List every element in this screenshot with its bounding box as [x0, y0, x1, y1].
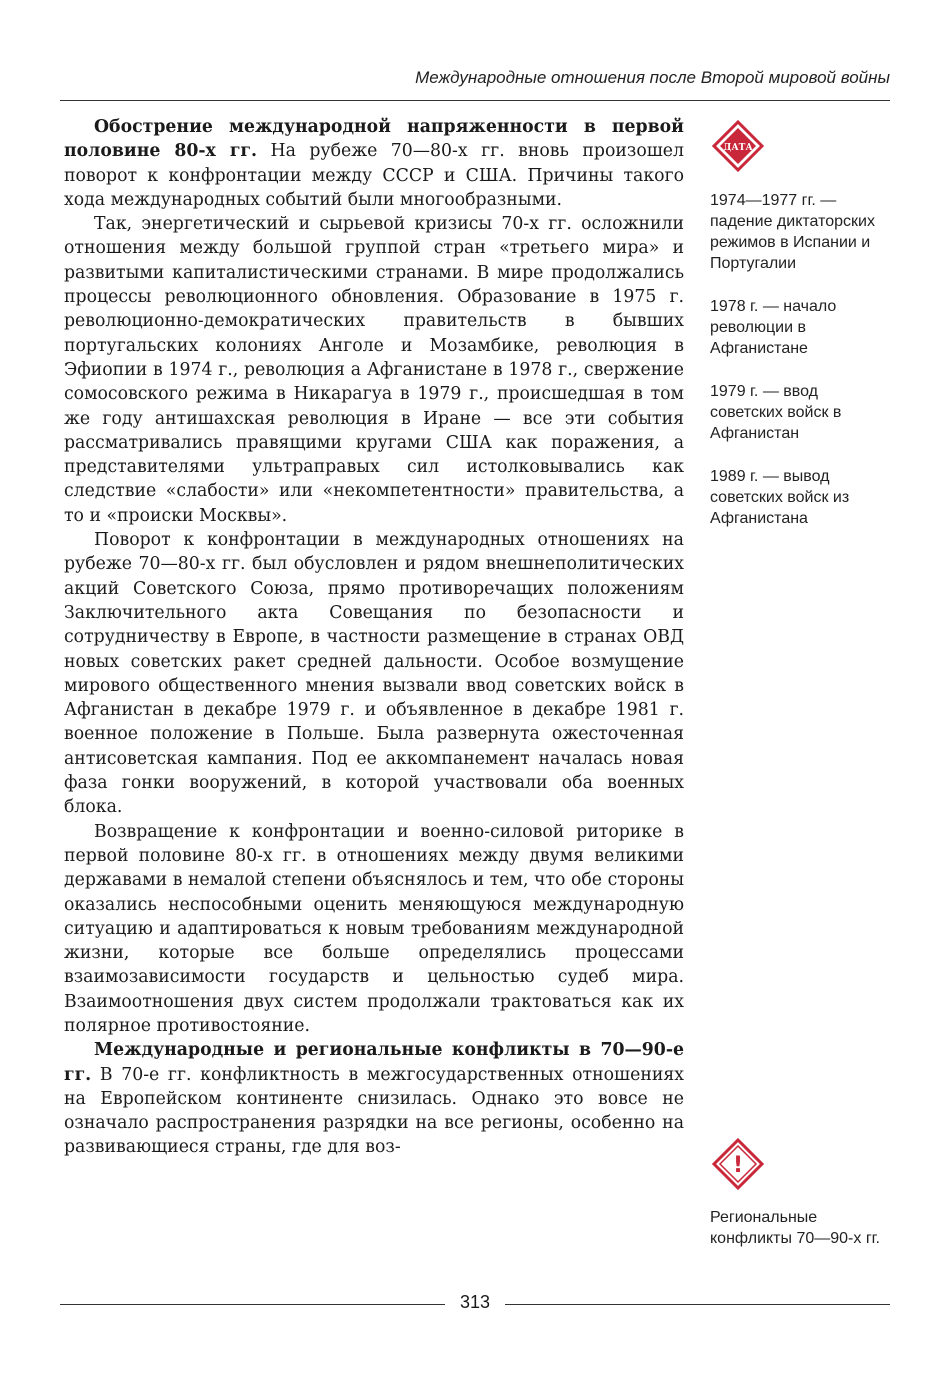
main-text	[64, 115, 684, 1160]
footer-rule-right	[505, 1304, 890, 1305]
date-note: 1978 г. — начало революции в Афганистане	[710, 298, 837, 357]
date-note: 1974—1977 гг. — падение диктаторских режимов в Испании и Португалии	[710, 192, 875, 272]
paragraph: Возвращение к конфронтации и военно-силовой риторике в первой половине 80-х гг. в отношениях между двумя великими державами в немалой степени объяснялось и тем, что обе стороны оказались неспособными оценить меняющуюся международную ситуацию и адаптироваться к новым требованиям международной жизни, которые все больше определялись процессами взаимозависимости государств и цельностью судеб мира. Взаимоотношения двух систем продолжали трактоваться как их полярное противостояние.	[64, 821, 684, 1036]
date-note: 1979 г. — ввод советских войск в Афганистан	[710, 383, 842, 442]
paragraph: Так, энергетический и сырьевой кризисы 70-х гг. осложнили отношения между большой группой стран «третьего мира» и развитыми капиталистическими странами. В мире продолжались процессы революционного обновления. Образование в 1975 г. революционно-демократических правительств в бывших португальских колониях Анголе и Мозамбике, революция в Эфиопии в 1974 г., революция а Афганистане в 1978 г., свержение сомосовского режима в Никарагуа в 1979 г., происшедшая в том же году антишахская революция в Иране — все эти события рассматривались правящими кругами США как поражения, а представителями ультраправых сил истолковывались как следствие «слабости» или «некомпетентности» правительства, а то и «происки Москвы».	[64, 214, 684, 526]
side-note	[710, 1207, 890, 1271]
page-number: 313	[459, 1292, 491, 1312]
side-note-text: Региональные конфликты 70—90-х гг.	[710, 1209, 880, 1247]
paragraph: Международные и региональные конфликты в 70—90-е гг. В 70-е гг. конфликтность в межгосударственных отношениях на Европейском континенте снизилась. Однако это вовсе не означало распространения разрядки на все регионы, особенно на развивающиеся страны, где для воз-	[64, 1040, 684, 1158]
date-marker-icon	[712, 120, 764, 172]
exclamation-marker-icon	[712, 1138, 764, 1190]
date-note: 1989 г. — вывод советских войск из Афганистана	[710, 468, 850, 527]
page-footer	[60, 1290, 890, 1318]
paragraph: Поворот к конфронтации в международных отношениях на рубеже 70—80-х гг. был обусловлен и рядом внешнеполитических акций Советского Союза, прямо противоречащих положениям Заключительного акта Совещания по безопасности и сотрудничеству в Европе, в частности размещение в странах ОВД новых советских ракет средней дальности. Особое возмущение мирового общественного мнения вызвали ввод советских войск в Афганистан в декабре 1979 г. и объявленное в декабре 1981 г. военное положение в Польше. Была развернута ожесточенная антисоветская кампания. Под ее аккомпанемент началась новая фаза гонки вооружений, в которой участвовали оба военных блока.	[64, 530, 684, 818]
section-heading: Обострение международной напряженности в первой половине 80-х гг.	[64, 117, 684, 162]
date-marker-label: ДАТА	[723, 143, 753, 153]
section-heading: Международные и региональные конфликты в 70—90-е гг.	[64, 1040, 684, 1085]
running-head	[60, 62, 890, 101]
running-head-title: Международные отношения после Второй мировой войны	[415, 68, 890, 87]
warning-marker-label: !	[732, 1153, 744, 1178]
paragraph: Обострение международной напряженности в первой половине 80-х гг. На рубеже 70—80-х гг. вновь произошел поворот к конфронтации между СССР и США. Причины такого хода международных событий были многообразными.	[64, 117, 684, 210]
date-notes	[710, 190, 890, 551]
